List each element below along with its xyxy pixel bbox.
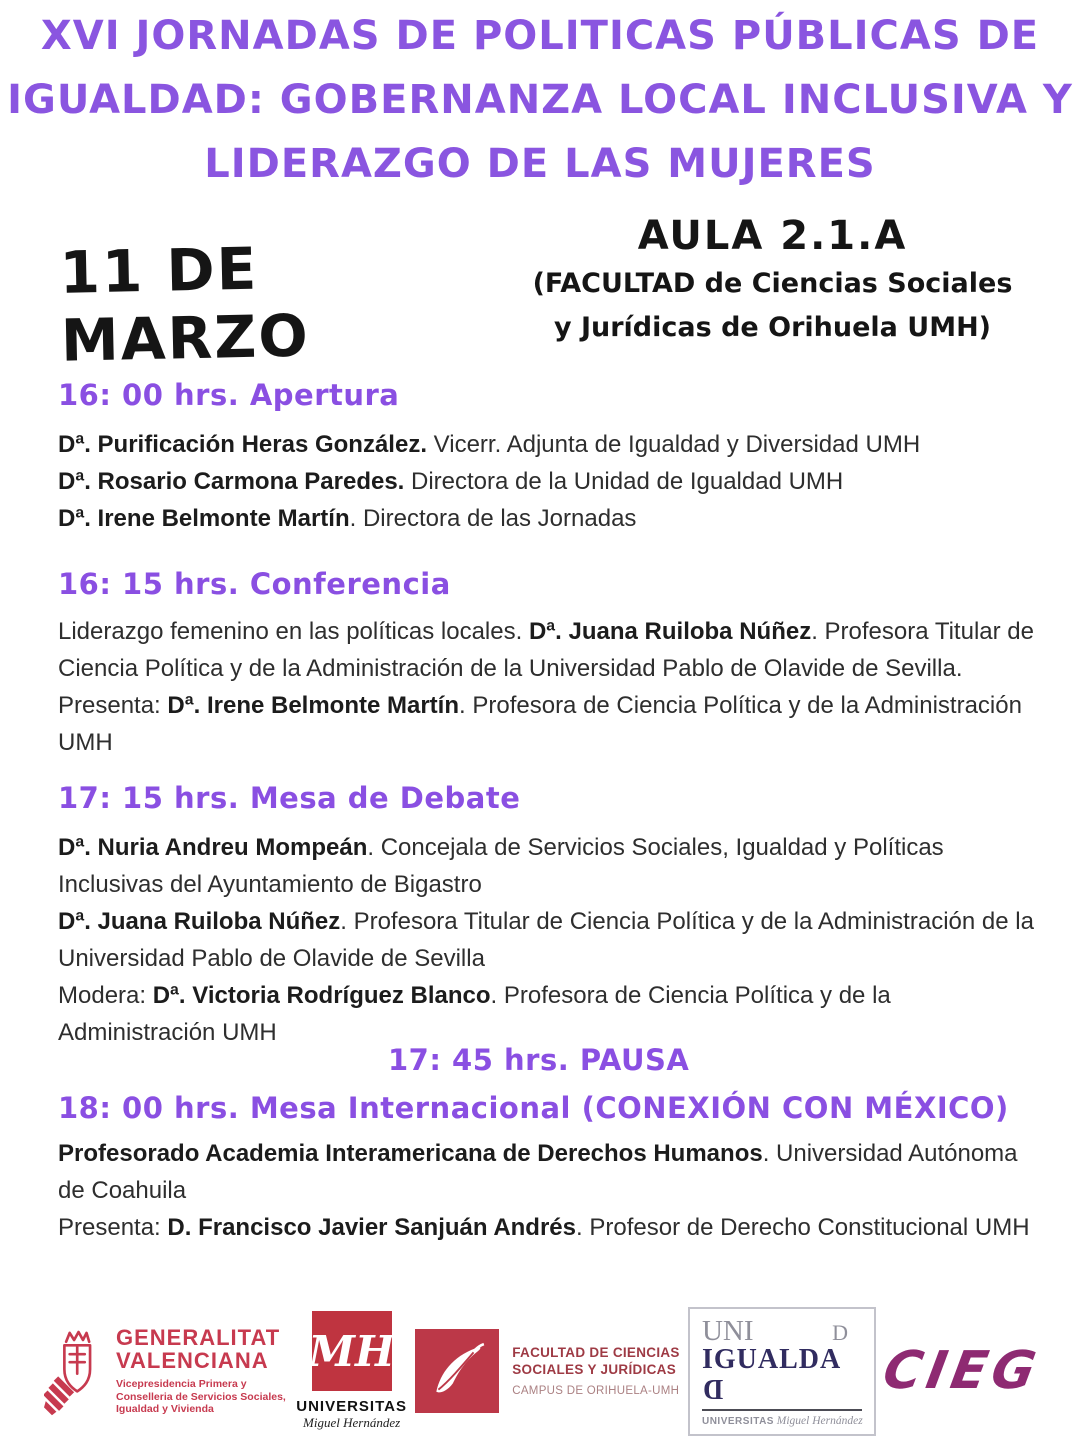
section-mesa-internacional-items: [58, 1135, 1040, 1246]
venue-line-1: (FACULTAD de Ciencias Sociales: [532, 268, 1013, 299]
feather-glyph: [426, 1340, 488, 1402]
schedule-line: [58, 977, 1040, 1051]
section-heading-apertura: 16: 00 hrs. Apertura: [58, 378, 400, 412]
schedule-line: [58, 500, 1040, 537]
section-apertura-items: [58, 426, 1040, 537]
sponsor-logos: [0, 1308, 1080, 1434]
pause-heading: 17: 45 hrs. PAUSA: [388, 1043, 690, 1077]
logo-facultad-ciencias-sociales: [415, 1329, 680, 1413]
text-segment: Presenta:: [58, 1214, 168, 1241]
speaker-name: Dª. Victoria Rodríguez Blanco: [152, 982, 491, 1009]
text-segment: Modera:: [58, 982, 153, 1009]
logo-generalitat-valenciana: [44, 1324, 288, 1418]
schedule-line: [58, 1209, 1040, 1246]
uni-footer-name: Miguel Hernández: [776, 1414, 863, 1427]
uni-igualdad-top-row: [701, 1314, 862, 1347]
title-line-1: XVI JORNADAS DE POLITICAS PÚBLICAS DE: [40, 13, 1040, 59]
speaker-role: . Profesora de Ciencia Política y de la Administración UMH: [58, 982, 891, 1046]
section-heading-mesa-internacional: 18: 00 hrs. Mesa Internacional (CONEXIÓN CON MÉXICO): [58, 1091, 1009, 1125]
speaker-name: Profesorado Academia Interamericana de Derechos Humanos: [58, 1140, 763, 1167]
section-mesa-debate-items: [58, 829, 1040, 1051]
text-segment: Presenta:: [58, 692, 168, 719]
schedule: [0, 378, 1080, 1246]
uni-footer-universitas: UNIVERSITAS: [701, 1415, 774, 1427]
section-heading-mesa-debate: 17: 15 hrs. Mesa de Debate: [58, 781, 521, 815]
schedule-line: [58, 903, 1040, 977]
speaker-role: . Universidad Autónoma de Coahuila: [58, 1140, 1018, 1204]
umh-universitas-label: UNIVERSITAS: [296, 1398, 407, 1415]
logo-umh: [296, 1311, 407, 1431]
venue-room: AULA 2.1.A: [637, 213, 908, 259]
speaker-name: D. Francisco Javier Sanjuán Andrés: [167, 1214, 577, 1241]
section-conferencia-items: [58, 613, 1040, 761]
date-venue-row: [0, 210, 1080, 375]
schedule-line: [58, 463, 1040, 500]
speaker-name: Dª. Purificación Heras González.: [58, 431, 427, 458]
event-date: 11 DE MARZO: [58, 234, 311, 375]
igualdad-mirrored-d: D: [701, 1374, 724, 1406]
schedule-line: [58, 687, 1040, 761]
gva-crest-icon: [44, 1324, 106, 1418]
schedule-line: [58, 426, 1040, 463]
title-line-2: IGUALDAD: GOBERNANZA LOCAL INCLUSIVA Y: [7, 77, 1073, 123]
speaker-role: Directora de la Unidad de Igualdad UMH: [404, 468, 844, 495]
facultad-text: [512, 1345, 680, 1397]
feather-icon: [415, 1329, 499, 1413]
uni-igualdad-box: [688, 1307, 876, 1436]
speaker-name: Dª. Nuria Andreu Mompeán: [58, 834, 368, 861]
uni-divider: [702, 1409, 862, 1411]
umh-monogram: MH: [308, 1326, 395, 1376]
cieg-wordmark: CIEG: [878, 1341, 1046, 1401]
igualdad-word: [702, 1344, 862, 1406]
uni-word: UNI: [701, 1314, 754, 1347]
section-heading-conferencia: 16: 15 hrs. Conferencia: [58, 567, 451, 601]
speaker-role: Vicerr. Adjunta de Igualdad y Diversidad UMH: [427, 431, 921, 458]
venue-line-2: y Jurídicas de Orihuela UMH): [553, 312, 992, 343]
umh-name-label: Miguel Hernández: [303, 1415, 401, 1430]
igualdad-word-start: IGUALDA: [701, 1343, 842, 1375]
schedule-line: [58, 829, 1040, 903]
speaker-name: Dª. Juana Ruiloba Núñez: [58, 908, 341, 935]
gva-name-line-2: VALENCIANA: [116, 1348, 269, 1374]
speaker-name: Dª. Irene Belmonte Martín: [167, 692, 460, 719]
facultad-line-2: SOCIALES Y JURÍDICAS: [512, 1361, 677, 1377]
gva-name: [116, 1326, 288, 1372]
uni-d-letter: D: [832, 1319, 848, 1345]
speaker-role: . Profesora de Ciencia Política y de la Administración UMH: [58, 692, 1022, 756]
speaker-name: Dª. Irene Belmonte Martín: [58, 505, 350, 532]
facultad-campus: CAMPUS DE ORIHUELA-UMH: [512, 1385, 680, 1397]
umh-monogram-icon: [308, 1311, 395, 1391]
schedule-line: [58, 613, 1040, 687]
speaker-role: . Concejala de Servicios Sociales, Igualdad y Políticas Inclusivas del Ayuntamiento de Bigastro: [58, 834, 944, 898]
schedule-line: [58, 1135, 1040, 1209]
gva-text: [116, 1326, 288, 1416]
uni-footer: [702, 1415, 862, 1427]
speaker-role: . Profesor de Derecho Constitucional UMH: [576, 1214, 1030, 1241]
gva-name-line-1: GENERALITAT: [116, 1325, 281, 1351]
facultad-line-1: FACULTAD DE CIENCIAS: [512, 1345, 680, 1360]
logo-cieg: [878, 1341, 1046, 1401]
gva-subtitle: Vicepresidencia Primera y Conselleria de Servicios Sociales, Igualdad y Vivienda: [116, 1378, 286, 1416]
speaker-name: Dª. Juana Ruiloba Núñez: [528, 618, 812, 645]
speaker-role: . Profesora Titular de Ciencia Política y de la Administración de la Universidad Pablo de Olavide de Sevilla: [58, 908, 1034, 972]
speaker-name: Dª. Rosario Carmona Paredes.: [58, 468, 405, 495]
title-line-3: LIDERAZGO DE LAS MUJERES: [204, 141, 876, 187]
poster-title: [0, 0, 1080, 196]
logo-unidad-igualdad: [688, 1307, 876, 1436]
event-venue: [520, 210, 1025, 350]
text-segment: Liderazgo femenino en las políticas locales.: [58, 618, 529, 645]
speaker-role: . Profesora Titular de Ciencia Política y de la Administración de la Universidad Pablo de Olavide de Sevilla.: [58, 618, 1034, 682]
speaker-role: . Directora de las Jornadas: [349, 505, 637, 532]
